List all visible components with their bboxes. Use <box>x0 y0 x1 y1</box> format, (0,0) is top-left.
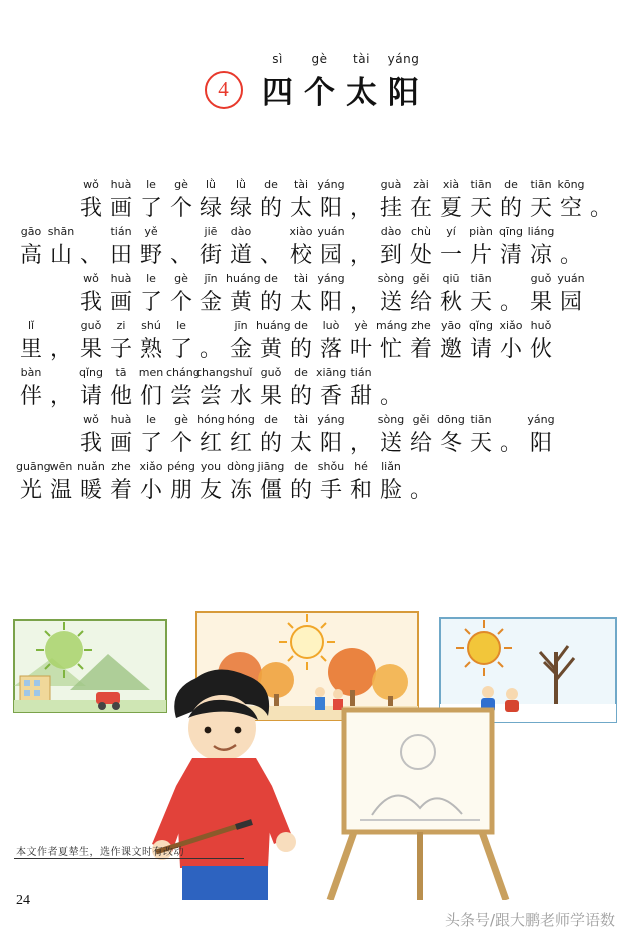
pinyin-syllable: gè <box>174 413 188 426</box>
hanzi-char: 空 <box>559 196 582 221</box>
hanzi-row <box>0 238 586 269</box>
hanzi-char: 金 <box>229 337 252 362</box>
hanzi-char: 黄 <box>229 290 252 315</box>
hanzi-char: 和 <box>349 478 372 503</box>
hanzi-char: 伴 <box>19 384 42 409</box>
lesson-body-text <box>0 178 629 507</box>
page-number: 24 <box>16 893 30 908</box>
pinyin-syllable: lǜ <box>235 178 247 191</box>
pinyin-syllable: yè <box>354 319 368 332</box>
title-block <box>257 52 425 112</box>
hanzi-char: 个 <box>169 431 192 456</box>
title-hanzi-row <box>257 67 425 112</box>
hanzi-char: 甜 <box>349 384 372 409</box>
pinyin-row <box>0 366 406 379</box>
pinyin-syllable: dào <box>230 225 252 238</box>
hanzi-char: 夏 <box>439 196 462 221</box>
pinyin-syllable: shān <box>47 225 75 238</box>
text-line <box>0 225 629 272</box>
hanzi-char: 果 <box>259 384 282 409</box>
hanzi-char: 。 <box>589 196 612 221</box>
hanzi-char: 了 <box>139 196 162 221</box>
pinyin-syllable: nuǎn <box>77 460 105 473</box>
hanzi-char: 友 <box>199 478 222 503</box>
hanzi-char: 阳 <box>319 431 342 456</box>
pinyin-syllable: lǐ <box>27 319 35 332</box>
pinyin-syllable: yě <box>144 225 158 238</box>
hanzi-char: 片 <box>469 243 492 268</box>
pinyin-syllable: bàn <box>20 366 42 379</box>
hanzi-char: 黄 <box>259 337 282 362</box>
pinyin-syllable: dōng <box>437 413 465 426</box>
hanzi-char: 红 <box>229 431 252 456</box>
pinyin-syllable: guǒ <box>80 319 102 332</box>
watermark-text: 头条号/跟大鹏老师学语数 <box>444 911 615 929</box>
hanzi-char: 到 <box>379 243 402 268</box>
pinyin-syllable: xiǎo <box>139 460 163 473</box>
title-hanzi-char: 个 <box>304 75 335 111</box>
hanzi-char: 水 <box>229 384 252 409</box>
pinyin-syllable: yuán <box>317 225 345 238</box>
hanzi-char: 果 <box>529 290 552 315</box>
pinyin-syllable: zài <box>413 178 429 191</box>
pinyin-syllable: péng <box>167 460 195 473</box>
pinyin-syllable: sòng <box>377 413 405 426</box>
hanzi-char: 、 <box>79 243 102 268</box>
hanzi-char: ， <box>349 431 372 456</box>
pinyin-syllable: qīng <box>499 225 523 238</box>
pinyin-syllable: jīn <box>204 272 218 285</box>
pinyin-syllable: jiē <box>204 225 218 238</box>
pinyin-syllable: xiāng <box>316 366 347 379</box>
pinyin-syllable: xiào <box>289 225 313 238</box>
pinyin-syllable: dòng <box>227 460 255 473</box>
title-hanzi-char: 阳 <box>388 75 419 111</box>
hanzi-char: 脸 <box>379 478 402 503</box>
credit-underline <box>14 858 244 859</box>
hanzi-char: 香 <box>319 384 342 409</box>
hanzi-char: 清 <box>499 243 522 268</box>
pinyin-syllable: shuǐ <box>229 366 253 379</box>
hanzi-char: 。 <box>379 384 402 409</box>
hanzi-row <box>0 426 556 457</box>
pinyin-syllable: hóng <box>227 413 255 426</box>
hanzi-row <box>0 191 616 222</box>
hanzi-char: 田 <box>109 243 132 268</box>
hanzi-char: 的 <box>259 196 282 221</box>
pinyin-syllable: de <box>504 178 518 191</box>
pinyin-syllable: jīn <box>234 319 248 332</box>
title-pinyin-syllable: sì <box>272 52 283 66</box>
pinyin-syllable: xiǎo <box>499 319 523 332</box>
hanzi-char: 小 <box>499 337 522 362</box>
hanzi-char: 。 <box>499 431 522 456</box>
pinyin-syllable: wǒ <box>83 413 99 426</box>
hanzi-char: ， <box>49 384 72 409</box>
pinyin-syllable: máng <box>376 319 408 332</box>
pinyin-syllable: qǐng <box>79 366 103 379</box>
hanzi-char: 太 <box>289 196 312 221</box>
pinyin-syllable: sòng <box>377 272 405 285</box>
pinyin-syllable: wēn <box>49 460 73 473</box>
pinyin-syllable: lǜ <box>205 178 217 191</box>
pinyin-syllable: gāo <box>20 225 42 238</box>
pinyin-syllable: gěi <box>412 413 430 426</box>
pinyin-syllable: men <box>138 366 164 379</box>
pinyin-row <box>0 225 586 238</box>
lesson-number-badge: 4 <box>205 71 243 109</box>
hanzi-char: 太 <box>289 290 312 315</box>
pinyin-row <box>0 272 586 285</box>
text-line <box>0 460 629 507</box>
hanzi-char: 叶 <box>349 337 372 362</box>
hanzi-char: 画 <box>109 290 132 315</box>
pinyin-syllable: de <box>264 178 278 191</box>
pinyin-syllable: yáng <box>317 413 345 426</box>
pinyin-syllable: tiān <box>530 178 552 191</box>
pinyin-syllable: yáng <box>317 272 345 285</box>
pinyin-syllable: le <box>146 413 156 426</box>
hanzi-char: 小 <box>139 478 162 503</box>
hanzi-char: 阳 <box>529 431 552 456</box>
hanzi-char: 了 <box>139 290 162 315</box>
hanzi-char: 忙 <box>379 337 402 362</box>
hanzi-char: 。 <box>499 290 522 315</box>
author-credit: 本文作者夏辇生，选作课文时有改动 <box>16 847 184 858</box>
hanzi-char: 校 <box>289 243 312 268</box>
hanzi-char: 在 <box>409 196 432 221</box>
pinyin-syllable: liǎn <box>381 460 401 473</box>
hanzi-char: 温 <box>49 478 72 503</box>
hanzi-char: ， <box>349 243 372 268</box>
pinyin-syllable: tā <box>115 366 127 379</box>
title-hanzi-char: 四 <box>262 75 293 111</box>
hanzi-char: 我 <box>79 196 102 221</box>
pinyin-row <box>0 413 556 426</box>
pinyin-syllable: cháng <box>166 366 200 379</box>
hanzi-char: 给 <box>409 431 432 456</box>
pinyin-syllable: chù <box>411 225 431 238</box>
pinyin-syllable: de <box>294 460 308 473</box>
pinyin-syllable: tián <box>110 225 132 238</box>
text-line <box>0 272 629 319</box>
hanzi-char: 园 <box>319 243 342 268</box>
pinyin-syllable: gè <box>174 272 188 285</box>
pinyin-syllable: yāo <box>441 319 461 332</box>
hanzi-char: 绿 <box>229 196 252 221</box>
pinyin-syllable: kōng <box>557 178 585 191</box>
hanzi-char: 画 <box>109 196 132 221</box>
hanzi-char: 街 <box>199 243 222 268</box>
hanzi-char: 园 <box>559 290 582 315</box>
pinyin-syllable: shǒu <box>317 460 345 473</box>
pinyin-syllable: huǒ <box>530 319 552 332</box>
hanzi-char: 了 <box>169 337 192 362</box>
pinyin-syllable: tiān <box>470 413 492 426</box>
pinyin-syllable: huà <box>110 413 132 426</box>
hanzi-char: 光 <box>19 478 42 503</box>
pinyin-syllable: guāng <box>16 460 51 473</box>
pinyin-syllable: tài <box>293 413 309 426</box>
hanzi-char: 们 <box>139 384 162 409</box>
pinyin-syllable: qǐng <box>469 319 493 332</box>
pinyin-row <box>0 319 556 332</box>
hanzi-char: 尝 <box>169 384 192 409</box>
winter-red-sun-panel <box>440 618 616 722</box>
title-hanzi-char: 太 <box>346 75 377 111</box>
hanzi-char: 我 <box>79 431 102 456</box>
pinyin-syllable: yí <box>446 225 456 238</box>
hanzi-char: 。 <box>409 478 432 503</box>
hanzi-char: 绿 <box>199 196 222 221</box>
hanzi-char: 道 <box>229 243 252 268</box>
pinyin-row <box>0 178 616 191</box>
hanzi-row <box>0 473 436 504</box>
pinyin-syllable: luò <box>322 319 340 332</box>
hanzi-char: 送 <box>379 290 402 315</box>
hanzi-char: 的 <box>289 384 312 409</box>
pinyin-syllable: hé <box>354 460 368 473</box>
hanzi-char: 阳 <box>319 196 342 221</box>
pinyin-syllable: de <box>294 366 308 379</box>
title-pinyin-syllable: gè <box>311 52 328 66</box>
pinyin-syllable: huáng <box>226 272 261 285</box>
hanzi-char: 个 <box>169 290 192 315</box>
hanzi-char: ， <box>49 337 72 362</box>
pinyin-syllable: wǒ <box>83 272 99 285</box>
pinyin-syllable: gè <box>174 178 188 191</box>
hanzi-row <box>0 285 586 316</box>
text-line <box>0 366 629 413</box>
pinyin-syllable: chang <box>196 366 230 379</box>
hanzi-char: 天 <box>469 196 492 221</box>
pinyin-syllable: zhe <box>411 319 431 332</box>
pinyin-syllable: jiāng <box>257 460 285 473</box>
pinyin-syllable: de <box>264 413 278 426</box>
hanzi-char: 邀 <box>439 337 462 362</box>
pinyin-syllable: huáng <box>256 319 291 332</box>
pinyin-syllable: tài <box>293 272 309 285</box>
easel <box>330 710 506 900</box>
hanzi-char: 朋 <box>169 478 192 503</box>
hanzi-row <box>0 332 556 363</box>
pinyin-syllable: yáng <box>527 413 555 426</box>
hanzi-char: 着 <box>409 337 432 362</box>
hanzi-char: 天 <box>469 290 492 315</box>
hanzi-char: 挂 <box>379 196 402 221</box>
hanzi-char: 野 <box>139 243 162 268</box>
hanzi-char: 的 <box>289 337 312 362</box>
title-pinyin-syllable: tài <box>353 52 370 66</box>
pinyin-syllable: zi <box>116 319 126 332</box>
pinyin-syllable: le <box>146 178 156 191</box>
pinyin-syllable: dào <box>380 225 402 238</box>
pinyin-syllable: qiū <box>442 272 460 285</box>
hanzi-char: 冬 <box>439 431 462 456</box>
text-line <box>0 178 629 225</box>
hanzi-char: 暖 <box>79 478 102 503</box>
hanzi-char: 处 <box>409 243 432 268</box>
hanzi-char: 手 <box>319 478 342 503</box>
hanzi-char: 冻 <box>229 478 252 503</box>
hanzi-char: 红 <box>199 431 222 456</box>
pinyin-syllable: guǒ <box>260 366 282 379</box>
hanzi-char: 他 <box>109 384 132 409</box>
hanzi-char: 山 <box>49 243 72 268</box>
hanzi-char: 天 <box>529 196 552 221</box>
hanzi-char: 天 <box>469 431 492 456</box>
hanzi-char: 的 <box>259 431 282 456</box>
hanzi-char: 阳 <box>319 290 342 315</box>
pinyin-syllable: le <box>146 272 156 285</box>
hanzi-char: 请 <box>79 384 102 409</box>
hanzi-char: ， <box>349 290 372 315</box>
hanzi-char: 果 <box>79 337 102 362</box>
pinyin-syllable: hóng <box>197 413 225 426</box>
hanzi-char: 僵 <box>259 478 282 503</box>
hanzi-char: 高 <box>19 243 42 268</box>
text-line <box>0 319 629 366</box>
pinyin-syllable: guǒ <box>530 272 552 285</box>
hanzi-char: 画 <box>109 431 132 456</box>
hanzi-char: 凉 <box>529 243 552 268</box>
hanzi-char: 。 <box>199 337 222 362</box>
hanzi-char: 给 <box>409 290 432 315</box>
hanzi-char: 的 <box>499 196 522 221</box>
pinyin-syllable: gěi <box>412 272 430 285</box>
pinyin-syllable: huà <box>110 272 132 285</box>
title-pinyin-syllable: yáng <box>387 52 420 66</box>
hanzi-char: 金 <box>199 290 222 315</box>
pinyin-syllable: piàn <box>469 225 493 238</box>
pinyin-syllable: xià <box>442 178 460 191</box>
hanzi-char: 落 <box>319 337 342 362</box>
hanzi-char: 送 <box>379 431 402 456</box>
pinyin-syllable: shú <box>141 319 161 332</box>
pinyin-syllable: yáng <box>317 178 345 191</box>
pinyin-syllable: tiān <box>470 272 492 285</box>
pinyin-syllable: tài <box>293 178 309 191</box>
hanzi-char: 的 <box>259 290 282 315</box>
hanzi-row <box>0 379 406 410</box>
hanzi-char: 我 <box>79 290 102 315</box>
pinyin-syllable: liáng <box>527 225 555 238</box>
spring-green-sun-panel <box>14 620 166 712</box>
hanzi-char: 个 <box>169 196 192 221</box>
text-line <box>0 413 629 460</box>
hanzi-char: 熟 <box>139 337 162 362</box>
hanzi-char: 伙 <box>529 337 552 362</box>
pinyin-syllable: guà <box>380 178 402 191</box>
pinyin-syllable: yuán <box>557 272 585 285</box>
hanzi-char: 秋 <box>439 290 462 315</box>
hanzi-char: 一 <box>439 243 462 268</box>
pinyin-syllable: de <box>294 319 308 332</box>
hanzi-char: 太 <box>289 431 312 456</box>
hanzi-char: 了 <box>139 431 162 456</box>
pinyin-syllable: wǒ <box>83 178 99 191</box>
hanzi-char: 的 <box>289 478 312 503</box>
hanzi-char: 、 <box>259 243 282 268</box>
pinyin-syllable: le <box>176 319 186 332</box>
pinyin-syllable: huà <box>110 178 132 191</box>
pinyin-syllable: tiān <box>470 178 492 191</box>
hanzi-char: 、 <box>169 243 192 268</box>
hanzi-char: 着 <box>109 478 132 503</box>
hanzi-char: 。 <box>559 243 582 268</box>
pinyin-syllable: tián <box>350 366 372 379</box>
pinyin-syllable: you <box>200 460 222 473</box>
pinyin-syllable: de <box>264 272 278 285</box>
lesson-title <box>0 52 629 112</box>
pinyin-syllable: zhe <box>111 460 131 473</box>
hanzi-char: 里 <box>19 337 42 362</box>
title-pinyin-row <box>257 52 425 66</box>
hanzi-char: 请 <box>469 337 492 362</box>
hanzi-char: 子 <box>109 337 132 362</box>
hanzi-char: 尝 <box>199 384 222 409</box>
hanzi-char: ， <box>349 196 372 221</box>
pinyin-row <box>0 460 436 473</box>
